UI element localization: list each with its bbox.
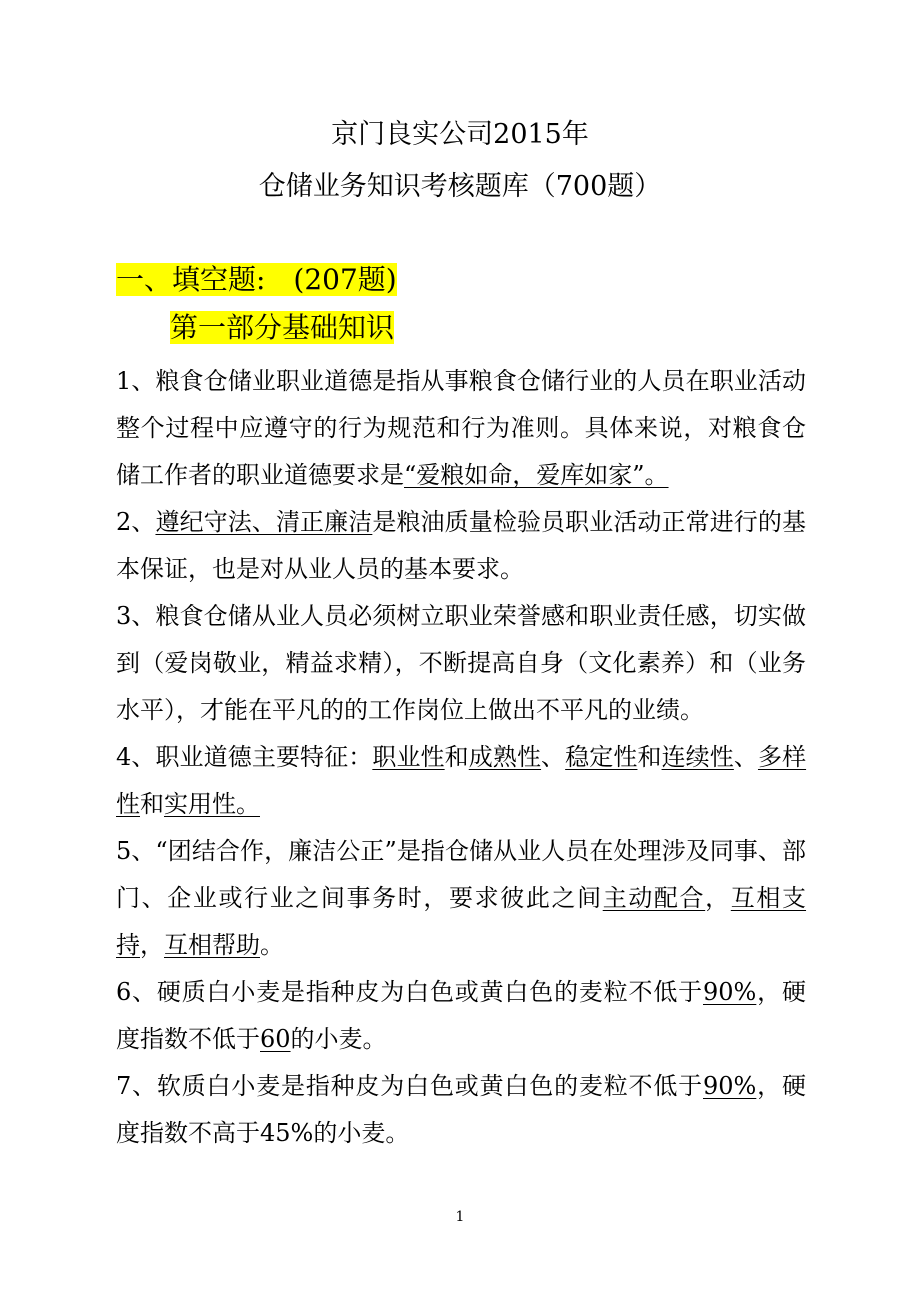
section-heading-text: 一、填空题: (207题) bbox=[116, 263, 397, 296]
doc-subtitle: 仓储业务知识考核题库（700题） bbox=[258, 171, 662, 202]
question-2 bbox=[116, 499, 806, 593]
answer-blank: 实用性。 bbox=[164, 790, 260, 818]
question-1 bbox=[116, 358, 806, 499]
answer-blank: 遵纪守法、清正廉洁 bbox=[155, 508, 373, 536]
question-text: 。 bbox=[260, 931, 284, 959]
question-text: 2、 bbox=[116, 508, 156, 536]
question-text: 5、“团结合作，廉洁公正”是指仓储从业人员在处理涉及同事、部门、企业或行业之间事务时，要求彼此之间 bbox=[116, 837, 806, 912]
question-text: 3、粮食仓储从业人员必须树立职业荣誉感和职业责任感，切实做到（爱岗敬业，精益求精），不断提高自身（文化素养）和（业务水平），才能在平凡的的工作岗位上做出不平凡的业绩。 bbox=[116, 602, 806, 724]
answer-blank: 主动配合 bbox=[602, 884, 706, 912]
page-number: 1 bbox=[455, 1209, 465, 1225]
answer-blank: 多样性 bbox=[116, 743, 807, 818]
question-text: ， bbox=[705, 884, 731, 912]
question-6 bbox=[116, 969, 806, 1063]
question-text: 、 bbox=[733, 743, 758, 771]
question-text: 6、硬质白小麦是指种皮为白色或黄白色的麦粒不低于 bbox=[116, 978, 703, 1006]
answer-blank: 职业性 bbox=[372, 743, 445, 771]
question-3 bbox=[116, 593, 806, 734]
answer-blank: 互相帮助 bbox=[164, 931, 260, 959]
subsection-heading bbox=[170, 310, 394, 346]
answer-blank: 90% bbox=[703, 1072, 757, 1100]
answer-blank: 稳定性 bbox=[565, 743, 638, 771]
question-7 bbox=[116, 1063, 806, 1157]
question-text: 和 bbox=[444, 743, 469, 771]
answer-blank: 成熟性 bbox=[468, 743, 542, 771]
question-text: 是粮油质量检验员职业活动正常进行的基本保证，也是对从业人员的基本要求。 bbox=[116, 508, 806, 583]
answer-blank: 90% bbox=[703, 978, 757, 1006]
answer-blank: 连续性 bbox=[661, 743, 734, 771]
question-text: ， bbox=[140, 931, 164, 959]
answer-blank: 60 bbox=[260, 1025, 291, 1053]
question-text: 1、粮食仓储业职业道德是指从事粮食仓储行业的人员在职业活动整个过程中应遵守的行为规范和行为准则。具体来说，对粮食仓储工作者的职业道德要求是 bbox=[116, 367, 806, 489]
section-heading bbox=[116, 262, 397, 298]
question-text: 7、软质白小麦是指种皮为白色或黄白色的麦粒不低于 bbox=[116, 1072, 703, 1100]
doc-title: 京门良实公司2015年 bbox=[331, 119, 589, 150]
question-4 bbox=[116, 734, 806, 828]
question-text: 的小麦。 bbox=[290, 1025, 387, 1053]
answer-blank: “爱粮如命，爱库如家”。 bbox=[404, 461, 669, 489]
question-text: ，硬度指数不高于45%的小麦。 bbox=[116, 1072, 806, 1147]
question-text: 和 bbox=[637, 743, 662, 771]
question-text: 4、职业道德主要特征： bbox=[116, 743, 373, 771]
subsection-heading-text: 第一部分基础知识 bbox=[170, 311, 395, 344]
question-text: 和 bbox=[140, 790, 164, 818]
question-list bbox=[116, 358, 806, 1157]
question-text: ，硬度指数不低于 bbox=[116, 978, 806, 1053]
question-5 bbox=[116, 828, 806, 969]
question-text: 、 bbox=[541, 743, 566, 771]
answer-blank: 互相支持 bbox=[116, 884, 807, 959]
